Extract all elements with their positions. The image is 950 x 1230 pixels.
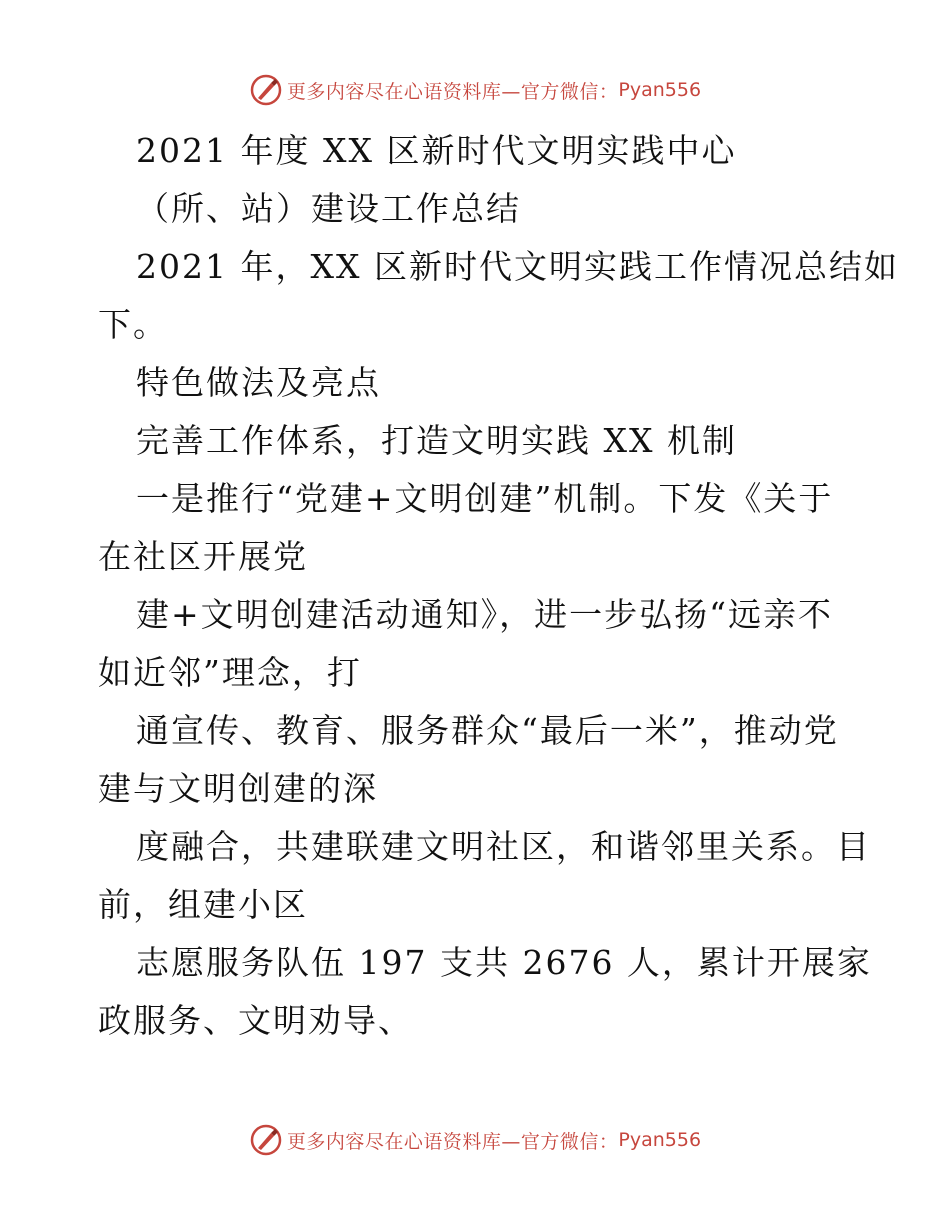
section-heading: 特色做法及亮点 (136, 363, 381, 402)
paragraph-line: 前，组建小区 (98, 885, 308, 924)
subsection-heading: 完善工作体系，打造文明实践 XX 机制 (136, 421, 737, 460)
watermark-text: 更多内容尽在心语资料库—官方微信： (286, 1130, 619, 1153)
pen-logo-icon (249, 1123, 283, 1157)
watermark-wechat-id: Pyan556 (618, 1129, 702, 1151)
watermark-wechat-id: Pyan556 (618, 79, 702, 101)
paragraph-line: 志愿服务队伍 197 支共 2676 人，累计开展家 (136, 943, 872, 982)
paragraph-line: 在社区开展党 (98, 537, 308, 576)
document-body (98, 122, 899, 1050)
paragraph-line: 下。 (98, 305, 168, 344)
watermark-header (0, 70, 950, 110)
paragraph-line: 2021 年，XX 区新时代文明实践工作情况总结如 (136, 247, 899, 286)
paragraph-line: 建与文明创建的深 (98, 769, 378, 808)
paragraph-line: 政服务、文明劝导、 (98, 1001, 413, 1040)
document-title-line-2: （所、站）建设工作总结 (136, 189, 521, 228)
paragraph-line: 度融合，共建联建文明社区，和谐邻里关系。目 (136, 827, 871, 866)
watermark-text: 更多内容尽在心语资料库—官方微信： (286, 80, 619, 103)
paragraph-line: 通宣传、教育、服务群众“最后一米”，推动党 (136, 711, 839, 750)
paragraph-line: 建+文明创建活动通知》，进一步弘扬“远亲不 (136, 595, 834, 634)
document-title-line-1: 2021 年度 XX 区新时代文明实践中心 (136, 131, 737, 170)
pen-logo-icon (249, 73, 283, 107)
paragraph-line: 一是推行“党建+文明创建”机制。下发《关于 (136, 479, 834, 518)
watermark-footer (0, 1120, 950, 1160)
paragraph-line: 如近邻”理念，打 (98, 653, 362, 692)
